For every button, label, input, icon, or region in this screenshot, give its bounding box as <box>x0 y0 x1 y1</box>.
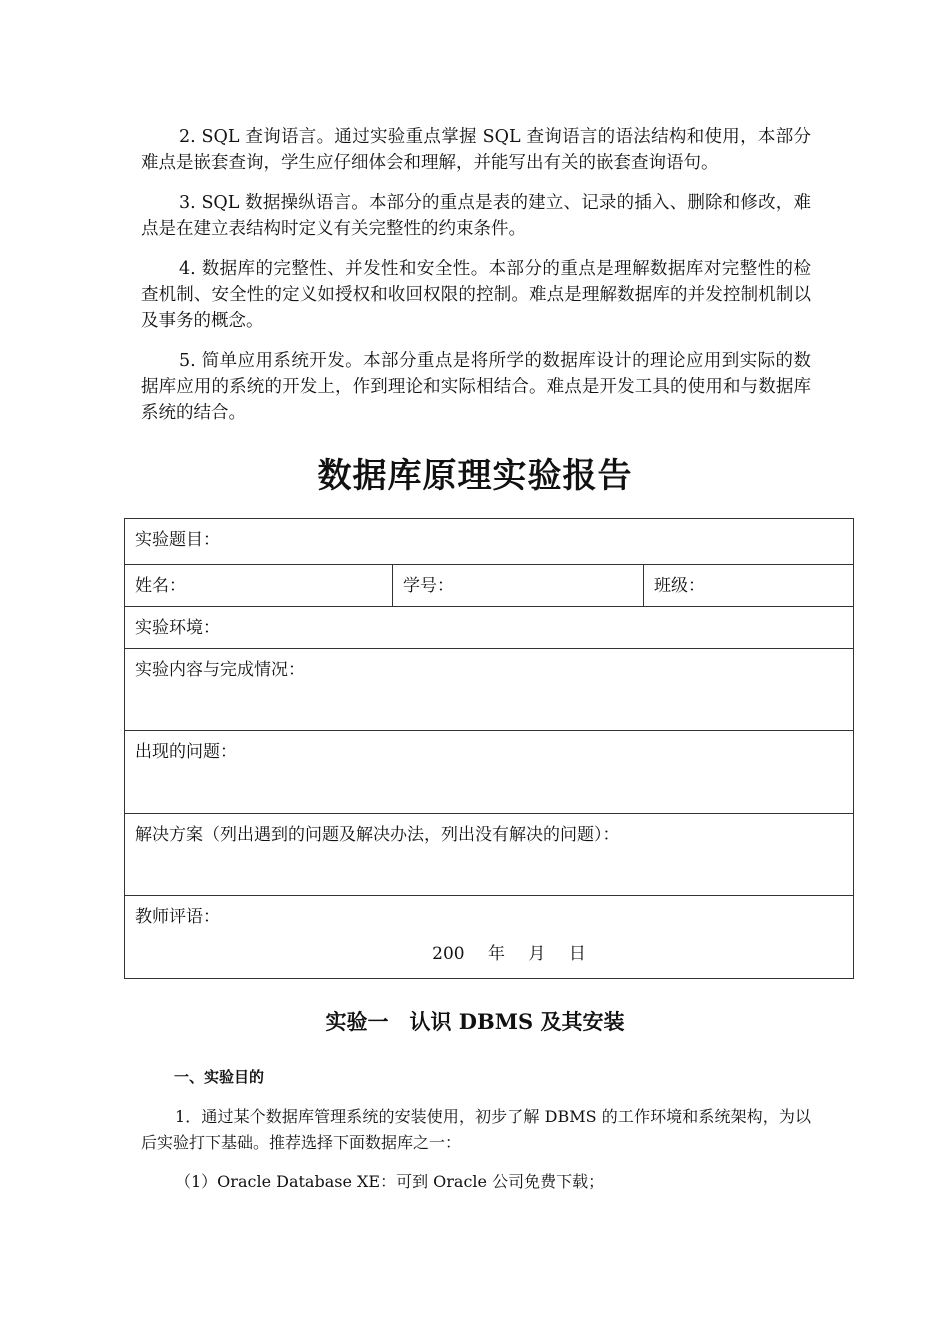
intro-item-3: 3. SQL 数据操纵语言。本部分的重点是表的建立、记录的插入、删除和修改，难点是在建立表结构时定义有关完整性的约束条件。 <box>141 193 811 239</box>
table-row <box>125 649 854 731</box>
experiment-item-1-1: （1）Oracle Database XE：可到 Oracle 公司免费下载； <box>175 1172 605 1191</box>
experiment-title: 实验一 认识 DBMS 及其安装 <box>325 1009 625 1034</box>
experiment-item-1: 1．通过某个数据库管理系统的安装使用，初步了解 DBMS 的工作环境和系统架构，为以后实验打下基础。推荐选择下面数据库之一： <box>141 1107 811 1152</box>
section-heading: 一、实验目的 <box>174 1068 265 1086</box>
date-line: 200 年 月 日 <box>432 944 586 964</box>
comment-label: 教师评语： <box>135 907 220 927</box>
table-row <box>125 814 854 896</box>
environment-cell: 实验环境： <box>125 607 854 649</box>
comment-cell <box>125 896 854 979</box>
name-cell: 姓名： <box>125 565 393 607</box>
content-cell: 实验内容与完成情况： <box>125 649 854 731</box>
intro-item-4: 4. 数据库的完整性、并发性和安全性。本部分的重点是理解数据库对完整性的检查机制、安全性的定义如授权和收回权限的控制。难点是理解数据库的并发控制机制以及事务的概念。 <box>141 259 811 331</box>
report-form-table <box>124 518 854 979</box>
table-row <box>125 896 854 979</box>
intro-item-2: 2. SQL 查询语言。通过实验重点掌握 SQL 查询语言的语法结构和使用，本部分难点是嵌套查询，学生应仔细体会和理解，并能写出有关的嵌套查询语句。 <box>141 127 811 173</box>
intro-item-5: 5. 简单应用系统开发。本部分重点是将所学的数据库设计的理论应用到实际的数据库应用的系统的开发上，作到理论和实际相结合。难点是开发工具的使用和与数据库系统的结合。 <box>141 351 811 423</box>
problems-cell: 出现的问题： <box>125 731 854 814</box>
student-id-cell: 学号： <box>393 565 644 607</box>
table-row <box>125 607 854 649</box>
table-row <box>125 731 854 814</box>
solution-cell: 解决方案（列出遇到的问题及解决办法，列出没有解决的问题）： <box>125 814 854 896</box>
topic-cell: 实验题目： <box>125 519 854 565</box>
report-title: 数据库原理实验报告 <box>317 456 633 496</box>
table-row <box>125 519 854 565</box>
table-row <box>125 565 854 607</box>
class-cell: 班级： <box>644 565 854 607</box>
